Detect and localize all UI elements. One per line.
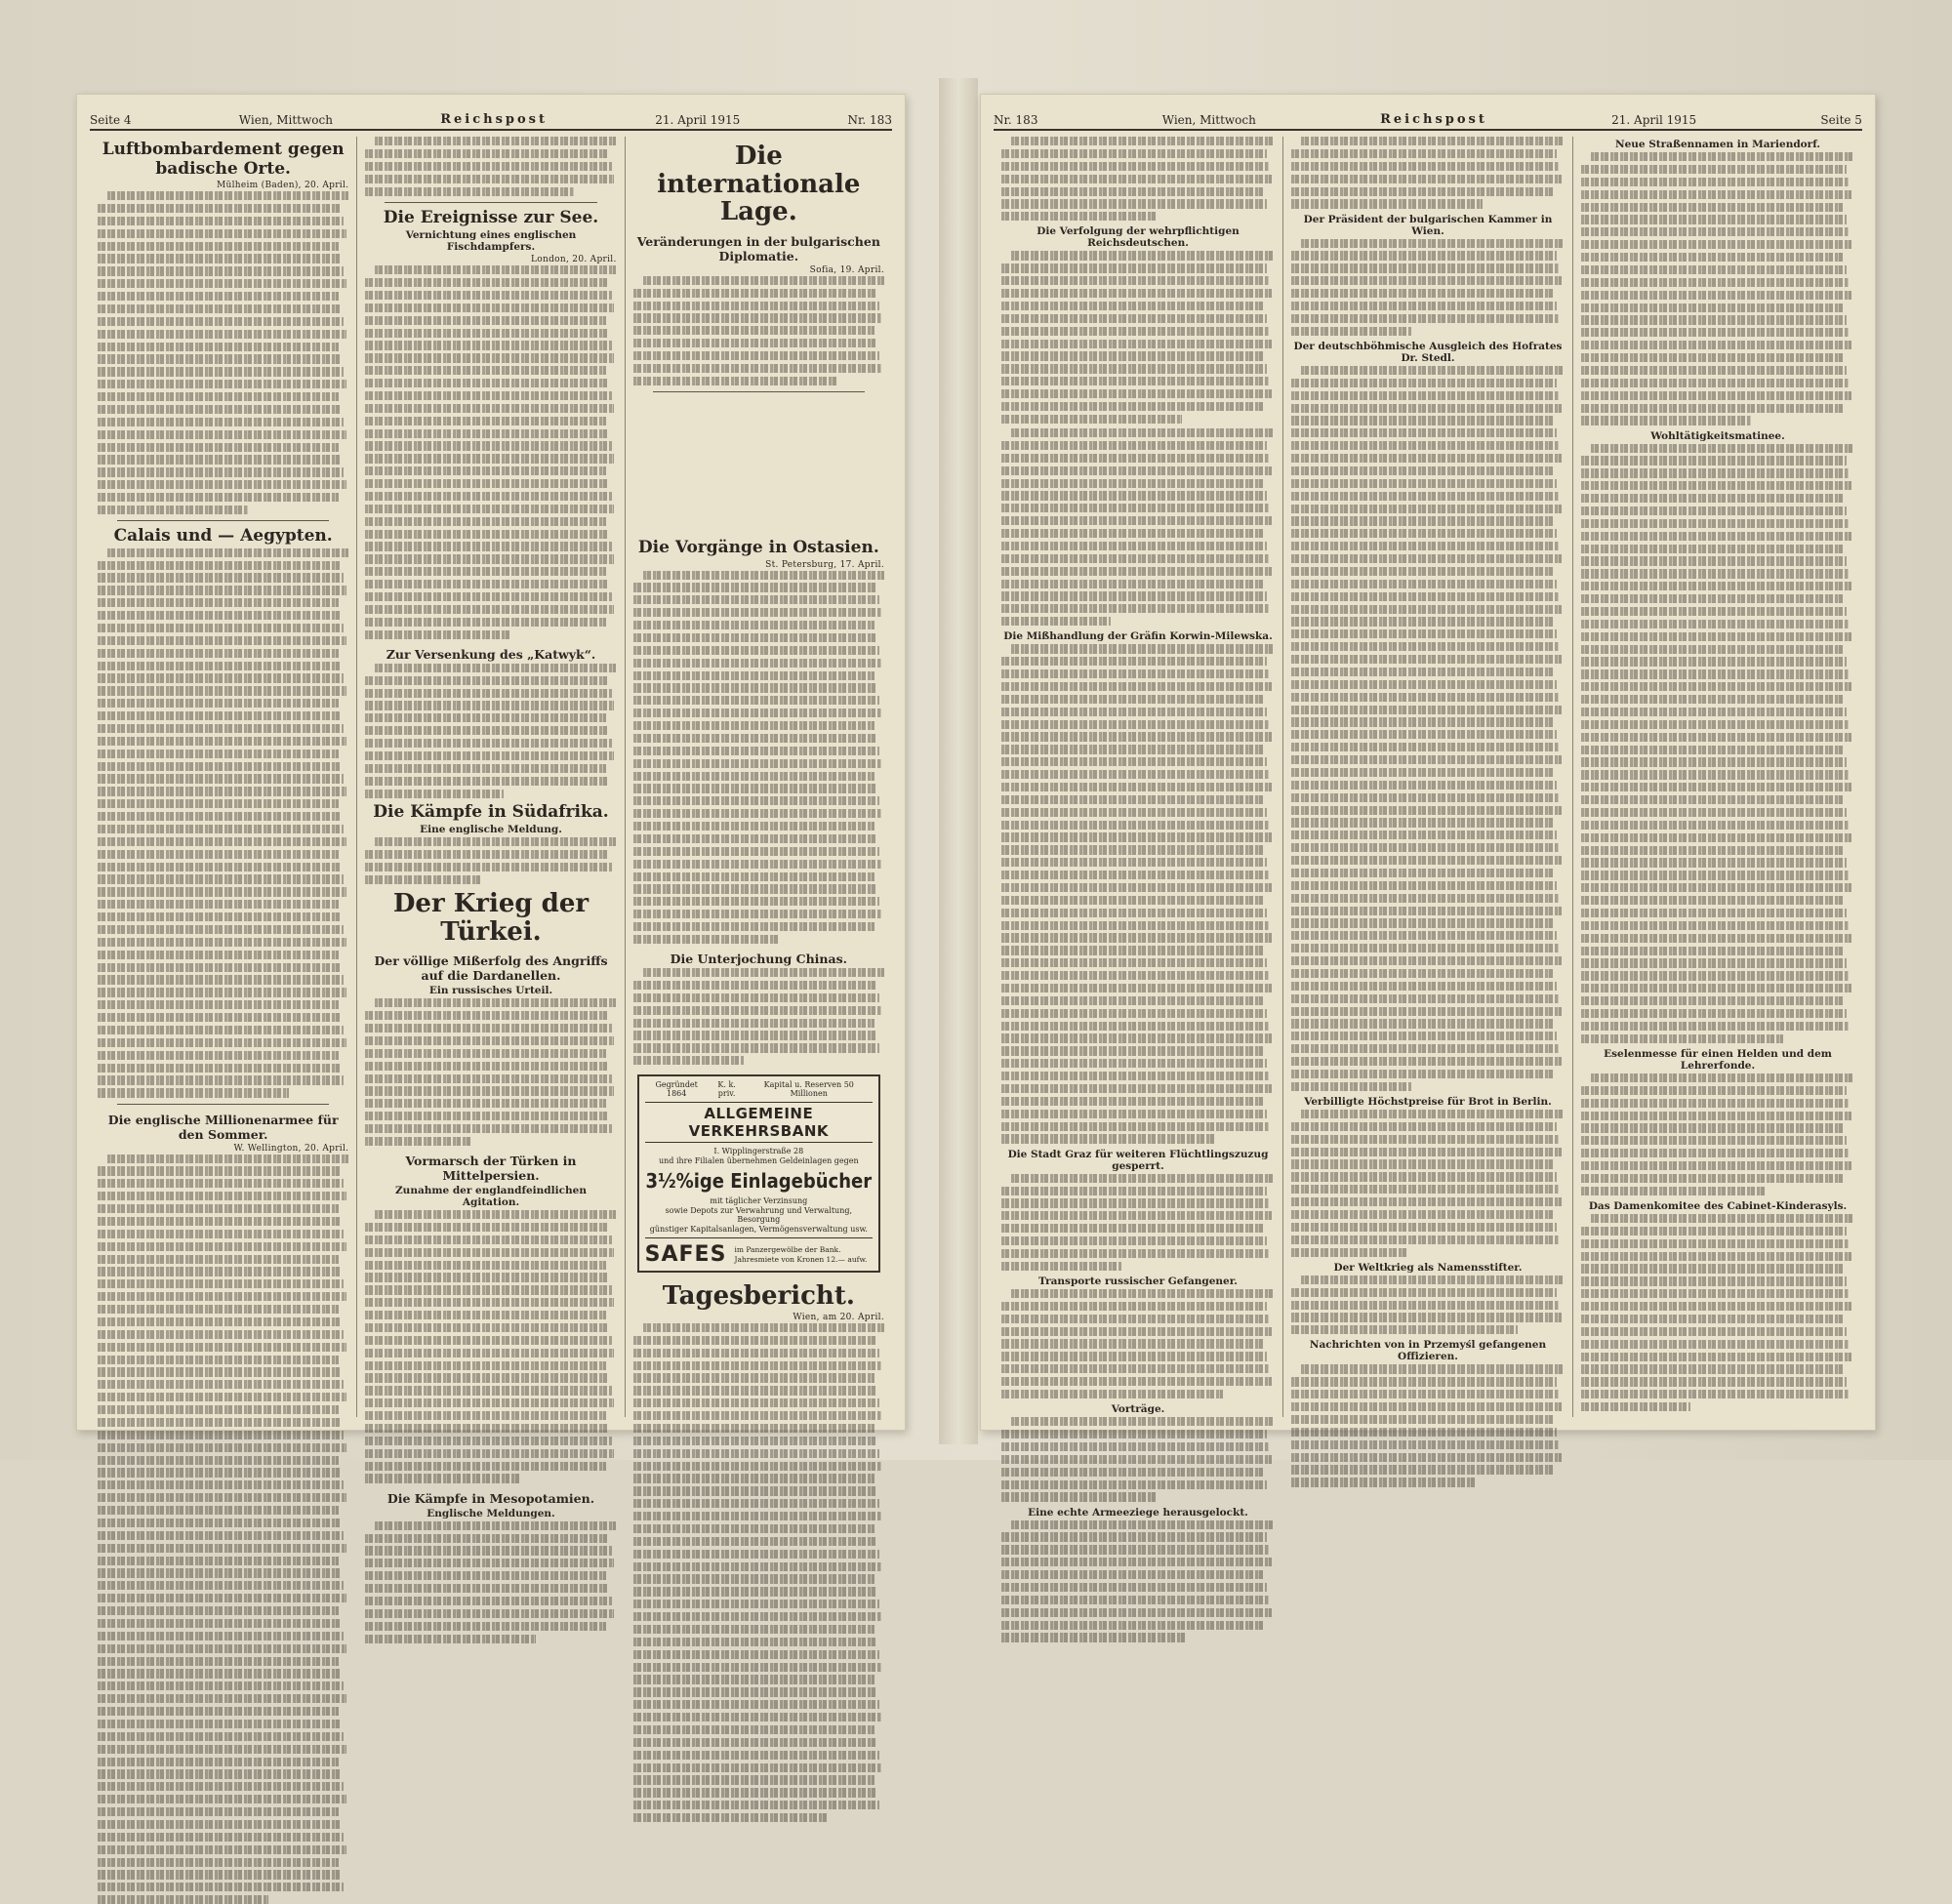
article-body-text xyxy=(633,276,884,385)
issue-date: 21. April 1915 xyxy=(655,113,741,127)
article-headline: Vormarsch der Türken in Mittelpersien. xyxy=(405,1154,577,1184)
article-headline: Die Mißhandlung der Gräfin Korwin-Milewska. xyxy=(1003,630,1273,643)
left-column-2 xyxy=(357,137,625,1519)
ad-founded: Gegründet 1864 xyxy=(655,1080,698,1099)
article-body-text xyxy=(365,1210,616,1483)
article-body-text xyxy=(1291,137,1565,209)
page-label: Seite 5 xyxy=(1820,113,1862,127)
left-column-1 xyxy=(90,137,357,1417)
masthead: Reichspost xyxy=(440,112,548,127)
article-body-text xyxy=(365,664,616,798)
issue-number: Nr. 183 xyxy=(847,113,892,127)
article-body-text xyxy=(1581,152,1854,425)
right-columns xyxy=(994,137,1862,1519)
article-headline: Die Kämpfe in Mesopotamien. xyxy=(386,1490,595,1506)
page-label: Seite 4 xyxy=(90,113,132,127)
masthead: Reichspost xyxy=(1380,112,1487,127)
ad-services-2: günstiger Kapitalsanlagen, Vermögensverwaltung usw. xyxy=(649,1225,868,1235)
article-body-text xyxy=(633,968,884,1065)
article-headline: Der deutschböhmische Ausgleich des Hofrates Dr. Stedl. xyxy=(1293,340,1563,364)
ad-kk: K. k. priv. xyxy=(717,1080,736,1099)
page-gutter xyxy=(939,78,978,1444)
article-dateline: W. Wellington, 20. April. xyxy=(233,1143,349,1154)
article-body-text xyxy=(1001,137,1275,221)
article-body-text xyxy=(1001,1417,1275,1501)
ad-feature-sub: mit täglicher Verzinsung xyxy=(710,1196,808,1206)
ad-safes: SAFES xyxy=(644,1242,727,1268)
article-headline: Das Damenkomitee des Cabinet-Kinderasyls. xyxy=(1588,1199,1848,1212)
article-headline: Die Kämpfe in Südafrika. xyxy=(373,801,609,822)
article-body-text xyxy=(633,571,884,945)
left-column-3 xyxy=(626,137,892,1417)
article-dateline: Wien, am 20. April. xyxy=(793,1312,884,1322)
article-headline: Die Unterjochung Chinas. xyxy=(670,952,848,967)
article-subheadline: Zunahme der englandfeindlichen Agitation. xyxy=(395,1185,587,1209)
left-columns xyxy=(90,137,892,1519)
article-body-text xyxy=(98,191,348,514)
article-headline: Eine echte Armeeziege herausgelockt. xyxy=(1028,1506,1248,1519)
right-column-3 xyxy=(1573,137,1862,1417)
article-headline: Calais und — Aegypten. xyxy=(113,526,333,547)
article-body-text xyxy=(633,1323,884,1822)
article-subheadline: Englische Meldungen. xyxy=(427,1507,555,1519)
article-subheadline: Eine englische Meldung. xyxy=(420,824,562,836)
article-headline: Verbilligte Höchstpreise für Brot in Berlin. xyxy=(1304,1095,1552,1108)
left-page xyxy=(76,94,906,1519)
article-body-text xyxy=(1291,1364,1565,1486)
article-headline: Die Ereignisse zur See. xyxy=(383,207,599,227)
article-headline: Die Verfolgung der wehrpflichtigen Reichsdeutschen. xyxy=(1037,225,1240,250)
article-body-text xyxy=(1291,1276,1565,1335)
article-dateline: Mülheim (Baden), 20. April. xyxy=(216,181,349,191)
issue-label: Wien, Mittwoch xyxy=(238,113,333,127)
ad-safes-text: im Panzergewölbe der Bank. Jahresmiete von Kronen 12.— aufw. xyxy=(734,1244,868,1264)
divider xyxy=(385,202,596,203)
article-subheadline: Ein russisches Urteil. xyxy=(428,985,553,997)
article-body-text xyxy=(1001,1520,1275,1642)
article-body-text xyxy=(1581,444,1854,1043)
issue-date: 21. April 1915 xyxy=(1611,113,1697,127)
divider xyxy=(117,1104,329,1105)
ad-address: I. Wipplingerstraße 28 xyxy=(713,1147,804,1156)
right-column-2 xyxy=(1283,137,1573,1417)
divider xyxy=(653,391,865,392)
ad-branches: und ihre Filialen übernehmen Geldeinlagen gegen xyxy=(658,1156,859,1166)
article-headline: Die englische Millionenarmee für den Sommer. xyxy=(107,1112,339,1142)
article-body-text xyxy=(365,998,616,1146)
article-body-text xyxy=(1001,1289,1275,1398)
article-headline: Die internationale Lage. xyxy=(657,142,861,227)
article-dateline: Sofia, 19. April. xyxy=(809,264,884,275)
article-body-text xyxy=(365,137,616,196)
bank-advertisement xyxy=(637,1074,880,1273)
article-subheadline: Der völlige Mißerfolg des Angriffs auf die Dardanellen. xyxy=(374,953,608,984)
article-headline: Der Krieg der Türkei. xyxy=(392,889,590,947)
right-column-1 xyxy=(994,137,1283,1519)
article-headline: Der Präsident der bulgarischen Kammer in Wien. xyxy=(1303,213,1553,237)
article-body-text xyxy=(98,1155,348,1904)
article-dateline: London, 20. April. xyxy=(531,255,617,265)
article-headline: Luftbombardement gegen badische Orte. xyxy=(102,140,345,179)
article-body-text xyxy=(1001,1174,1275,1271)
article-headline: Vorträge. xyxy=(1111,1403,1165,1416)
divider xyxy=(117,520,329,521)
article-body-text xyxy=(365,837,616,884)
article-body-text xyxy=(1291,1110,1565,1257)
article-body-text xyxy=(1001,644,1275,1143)
article-body-text xyxy=(1291,366,1565,1091)
article-headline: Tagesbericht. xyxy=(662,1281,855,1312)
right-page xyxy=(980,94,1876,1519)
article-subheadline: Veränderungen in der bulgarischen Diplomatie. xyxy=(636,233,880,263)
article-body-text xyxy=(1581,1074,1854,1195)
ad-feature: 3½%ige Einlagebücher xyxy=(645,1169,873,1194)
blank-space xyxy=(633,398,884,535)
article-dateline: St. Petersburg, 17. April. xyxy=(765,559,884,570)
article-headline: Der Weltkrieg als Namensstifter. xyxy=(1333,1261,1523,1274)
issue-number: Nr. 183 xyxy=(994,113,1038,127)
ad-services: sowie Depots zur Verwahrung und Verwaltung, Besorgung xyxy=(665,1206,853,1225)
left-page-header xyxy=(90,107,892,131)
article-body-text xyxy=(365,265,616,639)
article-headline: Zur Versenkung des „Katwyk“. xyxy=(386,646,596,662)
article-body-text xyxy=(1001,251,1275,424)
article-body-text xyxy=(1291,239,1565,336)
article-body-text xyxy=(365,1521,616,1643)
right-page-header xyxy=(994,107,1862,131)
issue-label: Wien, Mittwoch xyxy=(1161,113,1256,127)
article-headline: Eselenmesse für einen Helden und dem Lehrerfonde. xyxy=(1604,1047,1832,1072)
ad-capital: Kapital u. Reserven 50 Millionen xyxy=(763,1080,854,1099)
article-body-text xyxy=(1581,1214,1854,1411)
article-headline: Die Vorgänge in Ostasien. xyxy=(637,537,879,557)
article-body-text xyxy=(98,548,348,1098)
article-headline: Nachrichten von in Przemyśl gefangenen Offizieren. xyxy=(1309,1339,1547,1363)
article-headline: Wohltätigkeitsmatinee. xyxy=(1650,429,1785,442)
article-headline: Neue Straßennamen in Mariendorf. xyxy=(1614,139,1821,150)
article-body-text xyxy=(1001,428,1275,626)
ad-bank-name: ALLGEMEINE VERKEHRSBANK xyxy=(645,1102,873,1143)
article-headline: Transporte russischer Gefangener. xyxy=(1038,1275,1238,1287)
article-subheadline: Vernichtung eines englischen Fischdampfers. xyxy=(405,229,577,254)
article-headline: Die Stadt Graz für weiteren Flüchtlingszuzug gesperrt. xyxy=(1007,1148,1269,1172)
